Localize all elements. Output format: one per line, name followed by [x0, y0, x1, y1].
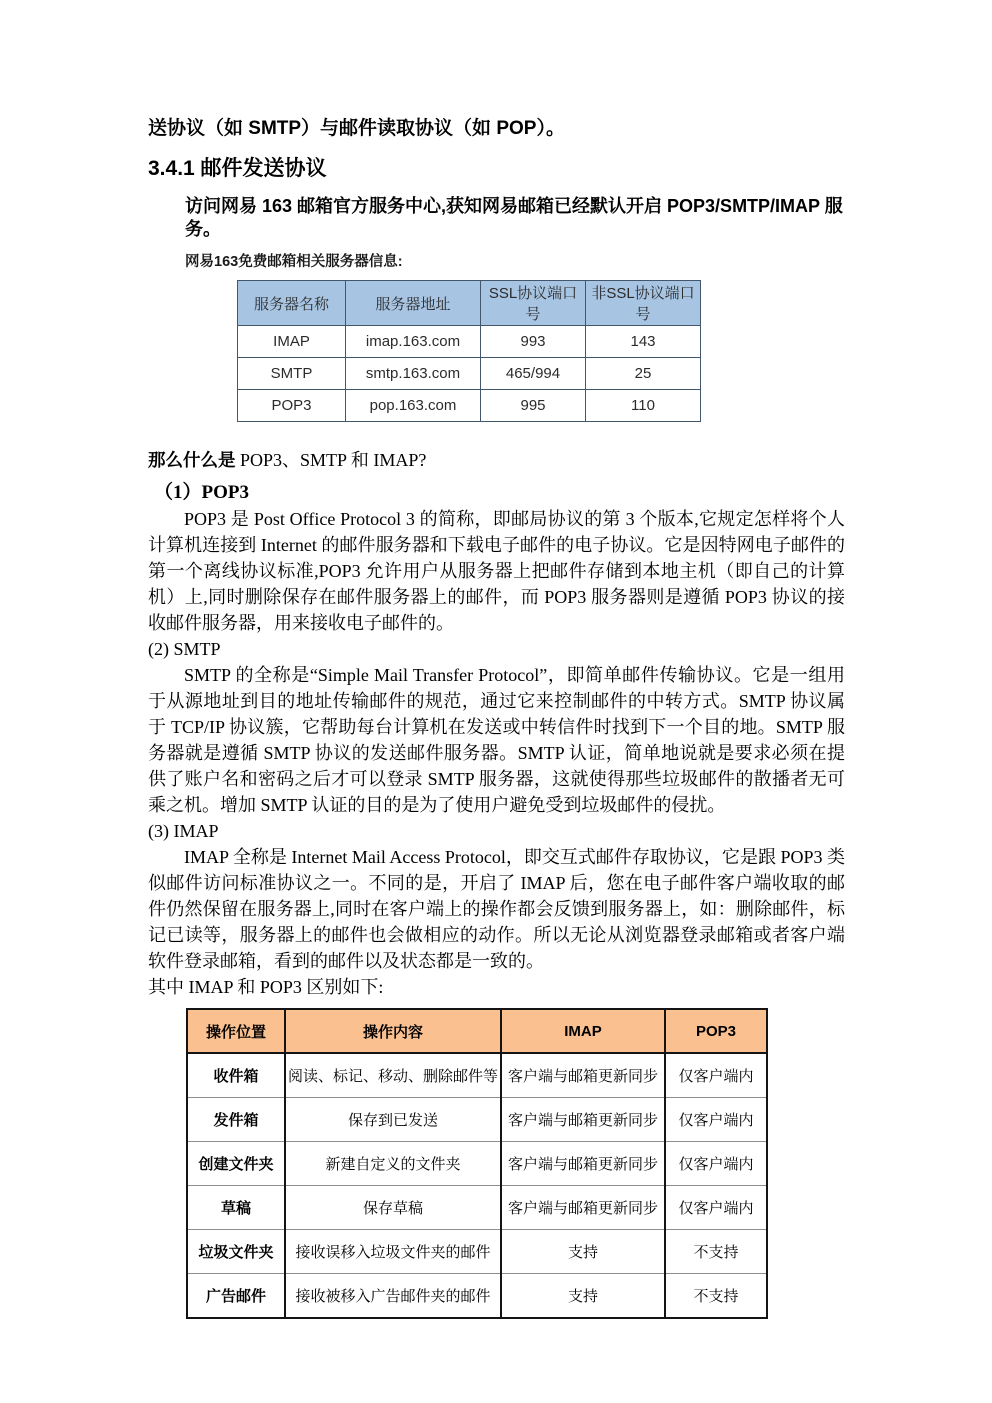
- operation-location-cell: 收件箱: [187, 1053, 285, 1098]
- non-ssl-port-header: 非SSL协议端口号: [586, 281, 701, 326]
- server-address-cell: smtp.163.com: [346, 358, 481, 390]
- ssl-port-cell: 993: [481, 326, 586, 358]
- server-name-header: 服务器名称: [238, 281, 346, 326]
- question-line: [148, 448, 845, 472]
- server-table-header-row: [238, 281, 701, 326]
- server-table-row: [238, 358, 701, 390]
- protocol-name-cell: SMTP: [238, 358, 346, 390]
- operation-content-cell: 阅读、标记、移动、删除邮件等: [285, 1053, 501, 1098]
- server-table-row: [238, 326, 701, 358]
- operation-content-cell: 保存到已发送: [285, 1098, 501, 1142]
- server-address-cell: imap.163.com: [346, 326, 481, 358]
- section-heading: 3.4.1 邮件发送协议: [148, 157, 327, 180]
- compare-table-row: [187, 1186, 767, 1230]
- pop3-support-cell: 不支持: [665, 1274, 767, 1319]
- pop3-support-cell: 不支持: [665, 1230, 767, 1274]
- pop3-support-cell: 仅客户端内: [665, 1098, 767, 1142]
- imap-support-cell: 支持: [501, 1230, 665, 1274]
- pop3-paragraph: POP3 是 Post Office Protocol 3 的简称，即邮局协议的第 3 个版本,它规定怎样将个人计算机连接到 Internet 的邮件服务器和下载电子邮件的电子协议。它是因特网电子邮件的第一个离线协议标准,POP3 允许用户从服务器上把邮件存储到本地主机（即自己的计算机）上,同时删除保存在邮件服务器上的邮件，而 POP3 服务器则是遵循 POP3 协议的接收邮件服务器，用来接收电子邮件的。: [148, 509, 845, 633]
- operation-location-cell: 创建文件夹: [187, 1142, 285, 1186]
- compare-table-row: [187, 1053, 767, 1098]
- section-intro: 访问网易 163 邮箱官方服务中心,获知网易邮箱已经默认开启 POP3/SMTP/IMAP 服务。: [185, 196, 843, 239]
- imap-support-cell: 客户端与邮箱更新同步: [501, 1053, 665, 1098]
- non-ssl-port-cell: 110: [586, 390, 701, 422]
- operation-content-cell: 新建自定义的文件夹: [285, 1142, 501, 1186]
- imap-support-cell: 支持: [501, 1274, 665, 1319]
- intro-line: 送协议（如 SMTP）与邮件读取协议（如 POP）。: [148, 118, 565, 139]
- server-address-header: 服务器地址: [346, 281, 481, 326]
- compare-table: [186, 1008, 768, 1319]
- compare-table-header-row: [187, 1009, 767, 1053]
- operation-content-cell: 接收误移入垃圾文件夹的邮件: [285, 1230, 501, 1274]
- operation-location-header: 操作位置: [187, 1009, 285, 1053]
- smtp-heading: (2) SMTP: [148, 639, 221, 659]
- compare-table-row: [187, 1274, 767, 1319]
- pop3-column-header: POP3: [665, 1009, 767, 1053]
- compare-table-row: [187, 1142, 767, 1186]
- server-table-row: [238, 390, 701, 422]
- question-bold-part: 那么什么是: [148, 450, 236, 470]
- non-ssl-port-cell: 25: [586, 358, 701, 390]
- ssl-port-cell: 465/994: [481, 358, 586, 390]
- imap-paragraph: IMAP 全称是 Internet Mail Access Protocol，即交互式邮件存取协议，它是跟 POP3 类似邮件访问标准协议之一。不同的是，开启了 IMAP 后，您在电子邮件客户端收取的邮件仍然保留在服务器上,同时在客户端上的操作都会反馈到服务器上，如：删除邮件，标记已读等，服务器上的邮件也会做相应的动作。所以无论从浏览器登录邮箱或者客户端软件登录邮箱，看到的邮件以及状态都是一致的。: [148, 847, 845, 971]
- server-address-cell: pop.163.com: [346, 390, 481, 422]
- ssl-port-header: SSL协议端口号: [481, 281, 586, 326]
- imap-support-cell: 客户端与邮箱更新同步: [501, 1186, 665, 1230]
- compare-table-row: [187, 1098, 767, 1142]
- compare-table-row: [187, 1230, 767, 1274]
- server-table: [237, 280, 701, 422]
- imap-column-header: IMAP: [501, 1009, 665, 1053]
- question-rest-part: POP3、SMTP 和 IMAP?: [235, 450, 427, 470]
- protocol-name-cell: IMAP: [238, 326, 346, 358]
- imap-heading: (3) IMAP: [148, 821, 219, 841]
- smtp-paragraph: SMTP 的全称是“Simple Mail Transfer Protocol”，即简单邮件传输协议。它是一组用于从源地址到目的地址传输邮件的规范，通过它来控制邮件的中转方式。SMTP 协议属于 TCP/IP 协议簇，它帮助每台计算机在发送或中转信件时找到下一个目的地。SMTP 服务器就是遵循 SMTP 协议的发送邮件服务器。SMTP 认证，简单地说就是要求必须在提供了账户名和密码之后才可以登录 SMTP 服务器，这就使得那些垃圾邮件的散播者无可乘之机。增加 SMTP 认证的目的是为了使用户避免受到垃圾邮件的侵扰。: [148, 665, 845, 815]
- imap-support-cell: 客户端与邮箱更新同步: [501, 1098, 665, 1142]
- pop3-support-cell: 仅客户端内: [665, 1186, 767, 1230]
- operation-content-cell: 接收被移入广告邮件夹的邮件: [285, 1274, 501, 1319]
- imap-support-cell: 客户端与邮箱更新同步: [501, 1142, 665, 1186]
- compare-intro-line: 其中 IMAP 和 POP3 区别如下:: [148, 977, 384, 997]
- operation-location-cell: 草稿: [187, 1186, 285, 1230]
- operation-location-cell: 垃圾文件夹: [187, 1230, 285, 1274]
- operation-content-header: 操作内容: [285, 1009, 501, 1053]
- operation-content-cell: 保存草稿: [285, 1186, 501, 1230]
- operation-location-cell: 发件箱: [187, 1098, 285, 1142]
- pop3-heading: （1）POP3: [154, 482, 249, 503]
- pop3-support-cell: 仅客户端内: [665, 1142, 767, 1186]
- non-ssl-port-cell: 143: [586, 326, 701, 358]
- operation-location-cell: 广告邮件: [187, 1274, 285, 1319]
- ssl-port-cell: 995: [481, 390, 586, 422]
- protocol-name-cell: POP3: [238, 390, 346, 422]
- server-table-caption: 网易163免费邮箱相关服务器信息:: [185, 254, 403, 270]
- pop3-support-cell: 仅客户端内: [665, 1053, 767, 1098]
